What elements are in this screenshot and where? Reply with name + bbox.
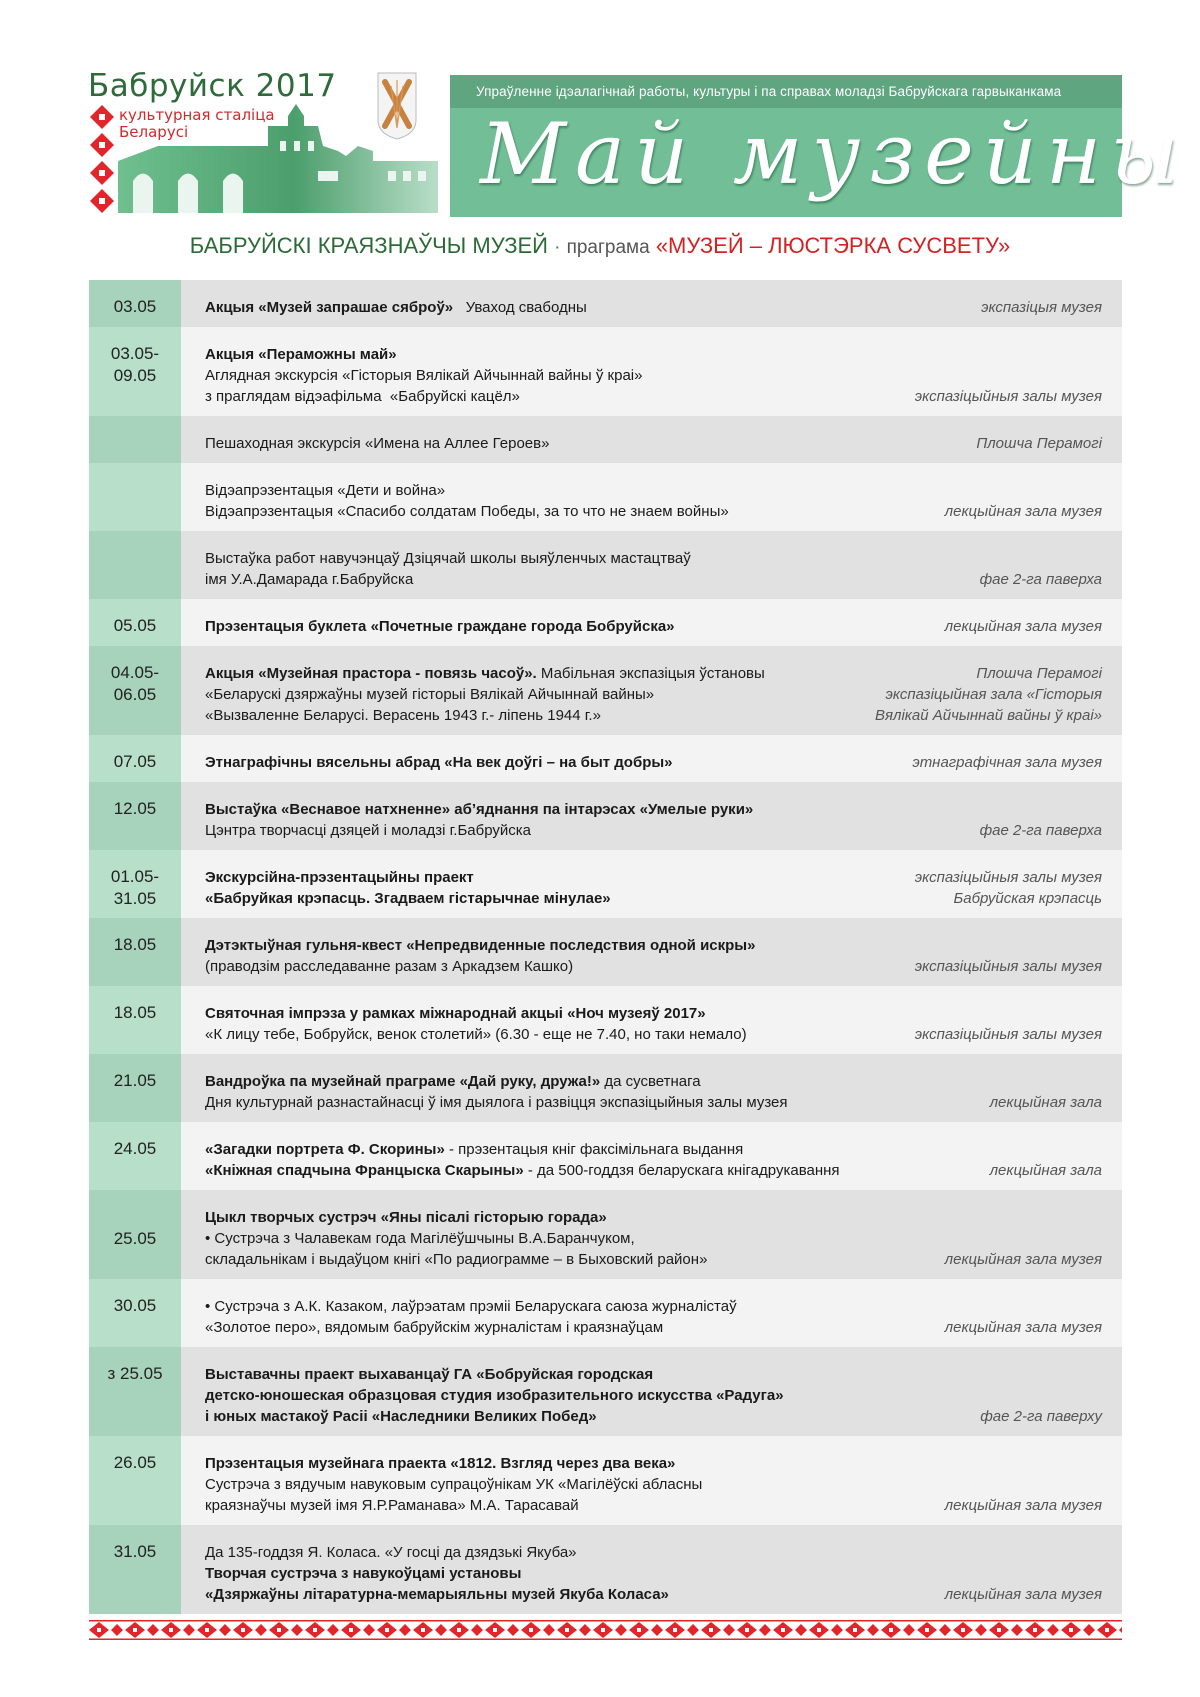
event-location-line: лекцыйная зала музея bbox=[944, 1319, 1102, 1336]
event-location bbox=[945, 1207, 1102, 1270]
event-date-line: 04.05- bbox=[110, 663, 160, 682]
event-body bbox=[181, 918, 1122, 986]
subtitle-separator: · bbox=[554, 237, 561, 258]
event-body bbox=[181, 1122, 1122, 1190]
event-date-line: 18.05 bbox=[113, 935, 157, 954]
event-description-line bbox=[205, 752, 896, 773]
event-location-line: фае 2-га паверха bbox=[979, 571, 1102, 588]
event-location-line: экспазіцыйныя залы музея bbox=[914, 958, 1102, 975]
event-date-line: 07.05 bbox=[113, 752, 157, 771]
event-row bbox=[89, 1279, 1122, 1347]
event-title-text: Творчая сустрэча з навукоўцамі установы bbox=[205, 1565, 522, 1582]
event-location-line: экспазіцыйныя залы музея bbox=[914, 1026, 1102, 1043]
event-detail-text: - да 500-годдзя беларускага кнігадрукавання bbox=[523, 1162, 840, 1179]
event-description bbox=[205, 480, 929, 522]
event-body bbox=[181, 735, 1122, 782]
event-title-text: Акцыя «Музейная прастора - повязь часоў». bbox=[205, 665, 537, 682]
event-date-line: 09.05 bbox=[113, 366, 157, 385]
event-description-line bbox=[205, 480, 929, 501]
event-date bbox=[89, 1347, 181, 1436]
event-date bbox=[89, 463, 181, 531]
event-description-line bbox=[205, 799, 964, 820]
event-location bbox=[915, 935, 1102, 977]
event-detail-text: Уваход свабодны bbox=[453, 299, 587, 316]
event-date-line: 03.05- bbox=[110, 344, 160, 363]
event-description-line bbox=[205, 705, 859, 726]
event-description-line bbox=[205, 569, 964, 590]
event-date bbox=[89, 1190, 181, 1279]
event-location bbox=[945, 1296, 1102, 1338]
event-body bbox=[181, 1054, 1122, 1122]
event-detail-text: Відэапрэзентацыя «Дети и война» bbox=[205, 482, 446, 499]
event-detail-text: Дня культурнай разнастайнасці ў імя дыялога і развіцця экспазіцыйныя залы музея bbox=[205, 1094, 788, 1111]
event-row bbox=[89, 416, 1122, 463]
event-row bbox=[89, 531, 1122, 599]
event-date-line: 26.05 bbox=[113, 1453, 157, 1472]
logo-subtitle-line1: культурная сталіца bbox=[119, 106, 275, 124]
event-location-line: лекцыйная зала музея bbox=[944, 618, 1102, 635]
event-body bbox=[181, 327, 1122, 416]
event-title-text: «Загадки портрета Ф. Скорины» bbox=[205, 1141, 445, 1158]
event-detail-text: «Беларускі дзяржаўны музей гісторыі Вялікай Айчыннай вайны» bbox=[205, 686, 655, 703]
event-detail-text: «Вызваленне Беларусі. Верасень 1943 г.- ліпень 1944 г.» bbox=[205, 707, 601, 724]
event-date-line: 24.05 bbox=[113, 1139, 157, 1158]
event-description-line bbox=[205, 1385, 964, 1406]
event-detail-text: (праводзім расследаванне разам з Аркадзем Кашко) bbox=[205, 958, 574, 975]
event-row bbox=[89, 1525, 1122, 1614]
event-location bbox=[945, 1453, 1102, 1516]
event-location-line: Плошча Перамогі bbox=[976, 665, 1102, 682]
event-body bbox=[181, 782, 1122, 850]
event-description-line bbox=[205, 1563, 929, 1584]
event-description-line bbox=[205, 1495, 929, 1516]
event-date bbox=[89, 416, 181, 463]
event-detail-text: • Сустрэча з Чалавекам года Магілёўшчыны В.А.Баранчуком, bbox=[205, 1230, 635, 1247]
event-detail-text: краязнаўчы музей імя Я.Р.Раманава» М.А. Тарасавай bbox=[205, 1497, 579, 1514]
event-location-line: фае 2-га паверху bbox=[980, 1408, 1102, 1425]
event-date-line: 01.05- bbox=[110, 867, 160, 886]
event-row bbox=[89, 327, 1122, 416]
event-detail-text: імя У.А.Дамарада г.Бабруйска bbox=[205, 571, 414, 588]
event-location bbox=[981, 297, 1102, 318]
event-row bbox=[89, 1347, 1122, 1436]
event-row bbox=[89, 1122, 1122, 1190]
event-date-line: 31.05 bbox=[113, 1542, 157, 1561]
event-location-line: лекцыйная зала bbox=[989, 1162, 1102, 1179]
event-description-line bbox=[205, 1406, 964, 1427]
event-date bbox=[89, 1054, 181, 1122]
event-location-line: лекцыйная зала музея bbox=[944, 1497, 1102, 1514]
program-name: «МУЗЕЙ – ЛЮСТЭРКА СУСВЕТУ» bbox=[655, 233, 1011, 258]
event-row bbox=[89, 986, 1122, 1054]
event-date-line: 06.05 bbox=[113, 685, 157, 704]
event-description-line bbox=[205, 684, 859, 705]
event-date-line: 05.05 bbox=[113, 616, 157, 635]
event-description-line bbox=[205, 1364, 964, 1385]
museum-name: БАБРУЙСКІ КРАЯЗНАЎЧЫ МУЗЕЙ bbox=[189, 233, 548, 258]
event-row bbox=[89, 782, 1122, 850]
event-location-line: Плошча Перамогі bbox=[976, 435, 1102, 452]
event-location-line: экспазіцыйныя залы музея bbox=[914, 869, 1102, 886]
event-description-line bbox=[205, 935, 899, 956]
event-row bbox=[89, 463, 1122, 531]
event-description-line bbox=[205, 433, 960, 454]
event-row bbox=[89, 735, 1122, 782]
event-body bbox=[181, 416, 1122, 463]
event-description bbox=[205, 1071, 974, 1113]
event-title-text: Прэзентацыя музейнага праекта «1812. Взгляд через два века» bbox=[205, 1455, 676, 1472]
event-location bbox=[976, 433, 1102, 454]
event-date-line: 03.05 bbox=[113, 297, 157, 316]
event-description-line bbox=[205, 386, 899, 407]
event-description-line bbox=[205, 867, 899, 888]
program-subtitle bbox=[0, 233, 1200, 259]
event-row bbox=[89, 918, 1122, 986]
event-description bbox=[205, 1207, 929, 1270]
event-detail-text: Да 135-годдзя Я. Коласа. «У госці да дзядзькі Якуба» bbox=[205, 1544, 577, 1561]
event-title-text: Выстаўка «Веснавое натхненне» аб’яднання па інтарэсах «Умелые руки» bbox=[205, 801, 754, 818]
logo-city-year: Бабруйск 2017 bbox=[88, 68, 337, 104]
event-location bbox=[945, 480, 1102, 522]
event-location-line: Бабруйская крэпасць bbox=[953, 890, 1102, 907]
event-description-line bbox=[205, 1249, 929, 1270]
event-title-text: Экскурсійна-прэзентацыйны праект bbox=[205, 869, 474, 886]
event-description-line bbox=[205, 1071, 974, 1092]
event-schedule bbox=[89, 280, 1122, 1614]
event-detail-text: Цэнтра творчасці дзяцей і моладзі г.Бабруйска bbox=[205, 822, 532, 839]
event-description-line bbox=[205, 501, 929, 522]
organization-name: Упраўленне ідэалагічнай работы, культуры і па справах моладзі Бабруйскага гарвыканкама bbox=[476, 84, 1062, 99]
event-date-line: 30.05 bbox=[113, 1296, 157, 1315]
event-row bbox=[89, 599, 1122, 646]
event-location bbox=[915, 867, 1102, 909]
event-body bbox=[181, 850, 1122, 918]
event-detail-text: да сусветнага bbox=[600, 1073, 701, 1090]
event-body bbox=[181, 1525, 1122, 1614]
event-location-line: лекцыйная зала музея bbox=[944, 1251, 1102, 1268]
event-body bbox=[181, 1279, 1122, 1347]
logo-subtitle-line2: Беларусі bbox=[119, 123, 189, 141]
event-location bbox=[990, 1139, 1102, 1181]
event-description-line bbox=[205, 1160, 974, 1181]
event-description bbox=[205, 548, 964, 590]
event-description-line bbox=[205, 365, 899, 386]
event-row bbox=[89, 280, 1122, 327]
event-title-text: Прэзентацыя буклета «Почетные граждане города Бобруйска» bbox=[205, 618, 675, 635]
event-location bbox=[945, 616, 1102, 637]
event-description bbox=[205, 1139, 974, 1181]
event-row bbox=[89, 1054, 1122, 1122]
event-title-text: «Кніжная спадчына Францыска Скарыны» bbox=[205, 1162, 524, 1179]
event-description-line bbox=[205, 1228, 929, 1249]
event-detail-text: - прэзентацыя кніг факсімільнага выдання bbox=[444, 1141, 744, 1158]
event-title-text: і юных мастакоў Расіі «Наследники Великих Побед» bbox=[205, 1408, 597, 1425]
event-location bbox=[875, 663, 1102, 726]
event-location-line: лекцыйная зала музея bbox=[944, 1586, 1102, 1603]
event-date bbox=[89, 1122, 181, 1190]
event-date-line: з 25.05 bbox=[107, 1364, 163, 1383]
event-detail-text: • Сустрэча з А.К. Казаком, лаўрэатам прэміі Беларускага саюза журналістаў bbox=[205, 1298, 737, 1315]
event-description-line bbox=[205, 548, 964, 569]
event-location bbox=[915, 344, 1102, 407]
event-detail-text: складальнікам і выдаўцом кнігі «По радиограмме – в Быховский район» bbox=[205, 1251, 708, 1268]
event-body bbox=[181, 463, 1122, 531]
event-date bbox=[89, 531, 181, 599]
event-location-line: лекцыйная зала bbox=[989, 1094, 1102, 1111]
event-detail-text: «Золотое перо», вядомым бабруйскім журналістам і краязнаўцам bbox=[205, 1319, 664, 1336]
event-location-line: этнаграфічная зала музея bbox=[912, 754, 1102, 771]
event-description bbox=[205, 1364, 964, 1427]
program-label: праграма bbox=[566, 237, 650, 258]
event-location-line: лекцыйная зала музея bbox=[944, 503, 1102, 520]
event-location bbox=[945, 1542, 1102, 1605]
event-description-line bbox=[205, 1139, 974, 1160]
event-date bbox=[89, 782, 181, 850]
event-location-line: экспазіцыйныя залы музея bbox=[914, 388, 1102, 405]
event-body bbox=[181, 1347, 1122, 1436]
event-date-line: 12.05 bbox=[113, 799, 157, 818]
event-description bbox=[205, 433, 960, 454]
event-description-line bbox=[205, 1474, 929, 1495]
event-location-line: Вялікай Айчыннай вайны ў краі» bbox=[874, 707, 1102, 724]
event-body bbox=[181, 646, 1122, 735]
event-description bbox=[205, 935, 899, 977]
event-description-line bbox=[205, 297, 965, 318]
event-location bbox=[912, 752, 1102, 773]
organization-bar bbox=[450, 75, 1122, 108]
event-description bbox=[205, 344, 899, 407]
event-location bbox=[915, 1003, 1102, 1045]
event-title-text: Святочная імпрэза у рамках міжнароднай акцыі «Ноч музеяў 2017» bbox=[205, 1005, 706, 1022]
event-date bbox=[89, 280, 181, 327]
event-description-line bbox=[205, 1317, 929, 1338]
event-detail-text: «К лицу тебе, Бобруйск, венок столетий» (6.30 - еще не 7.40, но таки немало) bbox=[205, 1026, 747, 1043]
event-description bbox=[205, 799, 964, 841]
event-description-line bbox=[205, 820, 964, 841]
event-row bbox=[89, 1436, 1122, 1525]
event-date bbox=[89, 1525, 181, 1614]
event-date bbox=[89, 986, 181, 1054]
event-location bbox=[990, 1071, 1102, 1113]
event-detail-text: Відэапрэзентацыя «Спасибо солдатам Победы, за то что не знаем войны» bbox=[205, 503, 729, 520]
event-detail-text: з праглядам відэафільма «Бабруйскі кацёл» bbox=[205, 388, 520, 405]
event-title-text: Акцыя «Пераможны май» bbox=[205, 346, 397, 363]
event-location-line: экспазіцыйная зала «Гісторыя bbox=[885, 686, 1102, 703]
event-description-line bbox=[205, 1584, 929, 1605]
event-description bbox=[205, 663, 859, 726]
event-description-line bbox=[205, 1024, 899, 1045]
event-body bbox=[181, 1190, 1122, 1279]
event-description-line bbox=[205, 1003, 899, 1024]
event-detail-text: Сустрэча з вядучым навуковым супрацоўнікам УК «Магілёўскі абласны bbox=[205, 1476, 703, 1493]
event-description bbox=[205, 1453, 929, 1516]
event-title-text: «Бабруйкая крэпасць. Згадваем гістарычнае мінулае» bbox=[205, 890, 611, 907]
event-detail-text: Мабільная экспазіцыя ўстановы bbox=[536, 665, 765, 682]
event-description bbox=[205, 1003, 899, 1045]
page-title: Май музейны bbox=[480, 105, 1188, 203]
event-description-line bbox=[205, 344, 899, 365]
event-date bbox=[89, 918, 181, 986]
event-description-line bbox=[205, 663, 859, 684]
event-date bbox=[89, 646, 181, 735]
coat-of-arms-icon bbox=[377, 72, 417, 140]
event-title-text: Этнаграфічны вясельны абрад «На век доўгі – на быт добры» bbox=[205, 754, 673, 771]
event-location bbox=[980, 548, 1102, 590]
event-description bbox=[205, 1542, 929, 1605]
event-title-text: Дэтэктыўная гульня-квест «Непредвиденные последствия одной искры» bbox=[205, 937, 756, 954]
event-description bbox=[205, 752, 896, 773]
event-title-text: Акцыя «Музей запрашае сяброў» bbox=[205, 299, 454, 316]
event-date-line: 21.05 bbox=[113, 1071, 157, 1090]
event-description-line bbox=[205, 1092, 974, 1113]
event-description-line bbox=[205, 888, 899, 909]
event-detail-text: Выстаўка работ навучэнцаў Дзіцячай школы выяўленчых мастацтваў bbox=[205, 550, 691, 567]
event-description-line bbox=[205, 1207, 929, 1228]
event-row bbox=[89, 850, 1122, 918]
event-date-line: 18.05 bbox=[113, 1003, 157, 1022]
event-location bbox=[980, 799, 1102, 841]
event-description bbox=[205, 867, 899, 909]
event-date bbox=[89, 1279, 181, 1347]
event-row bbox=[89, 1190, 1122, 1279]
belarusian-ornament-border-icon bbox=[89, 1620, 1122, 1640]
event-date bbox=[89, 327, 181, 416]
event-title-text: Выставачны праект выхаванцаў ГА «Бобруйская городская bbox=[205, 1366, 654, 1383]
event-body bbox=[181, 599, 1122, 646]
event-location-line: экспазіцыя музея bbox=[981, 299, 1102, 316]
event-date bbox=[89, 850, 181, 918]
event-description-line bbox=[205, 1542, 929, 1563]
event-body bbox=[181, 280, 1122, 327]
event-title-text: Вандроўка па музейнай праграме «Дай руку, дружа!» bbox=[205, 1073, 601, 1090]
event-title-text: Цыкл творчых сустрэч «Яны пісалі гісторыю горада» bbox=[205, 1209, 607, 1226]
event-body bbox=[181, 986, 1122, 1054]
event-description bbox=[205, 297, 965, 318]
belarusian-ornament-icon bbox=[88, 103, 116, 213]
event-body bbox=[181, 531, 1122, 599]
event-description-line bbox=[205, 616, 929, 637]
event-body bbox=[181, 1436, 1122, 1525]
event-detail-text: Аглядная экскурсія «Гісторыя Вялікай Айчыннай вайны ў краі» bbox=[205, 367, 643, 384]
event-description-line bbox=[205, 1453, 929, 1474]
event-date bbox=[89, 1436, 181, 1525]
event-date bbox=[89, 599, 181, 646]
event-description-line bbox=[205, 956, 899, 977]
event-description bbox=[205, 1296, 929, 1338]
event-location bbox=[980, 1364, 1102, 1427]
event-description bbox=[205, 616, 929, 637]
header-banner bbox=[450, 75, 1188, 217]
event-description-line bbox=[205, 1296, 929, 1317]
event-location-line: фае 2-га паверха bbox=[979, 822, 1102, 839]
event-title-text: «Дзяржаўны літаратурна-мемарыяльны музей Якуба Коласа» bbox=[205, 1586, 669, 1603]
event-title-text: детско-юношеская образцовая студия изобразительного искусства «Радуга» bbox=[205, 1387, 784, 1404]
event-date-line: 31.05 bbox=[113, 889, 157, 908]
event-detail-text: Пешаходная экскурсія «Имена на Аллее Героев» bbox=[205, 435, 550, 452]
event-date bbox=[89, 735, 181, 782]
event-row bbox=[89, 646, 1122, 735]
event-date-line: 25.05 bbox=[113, 1229, 157, 1248]
